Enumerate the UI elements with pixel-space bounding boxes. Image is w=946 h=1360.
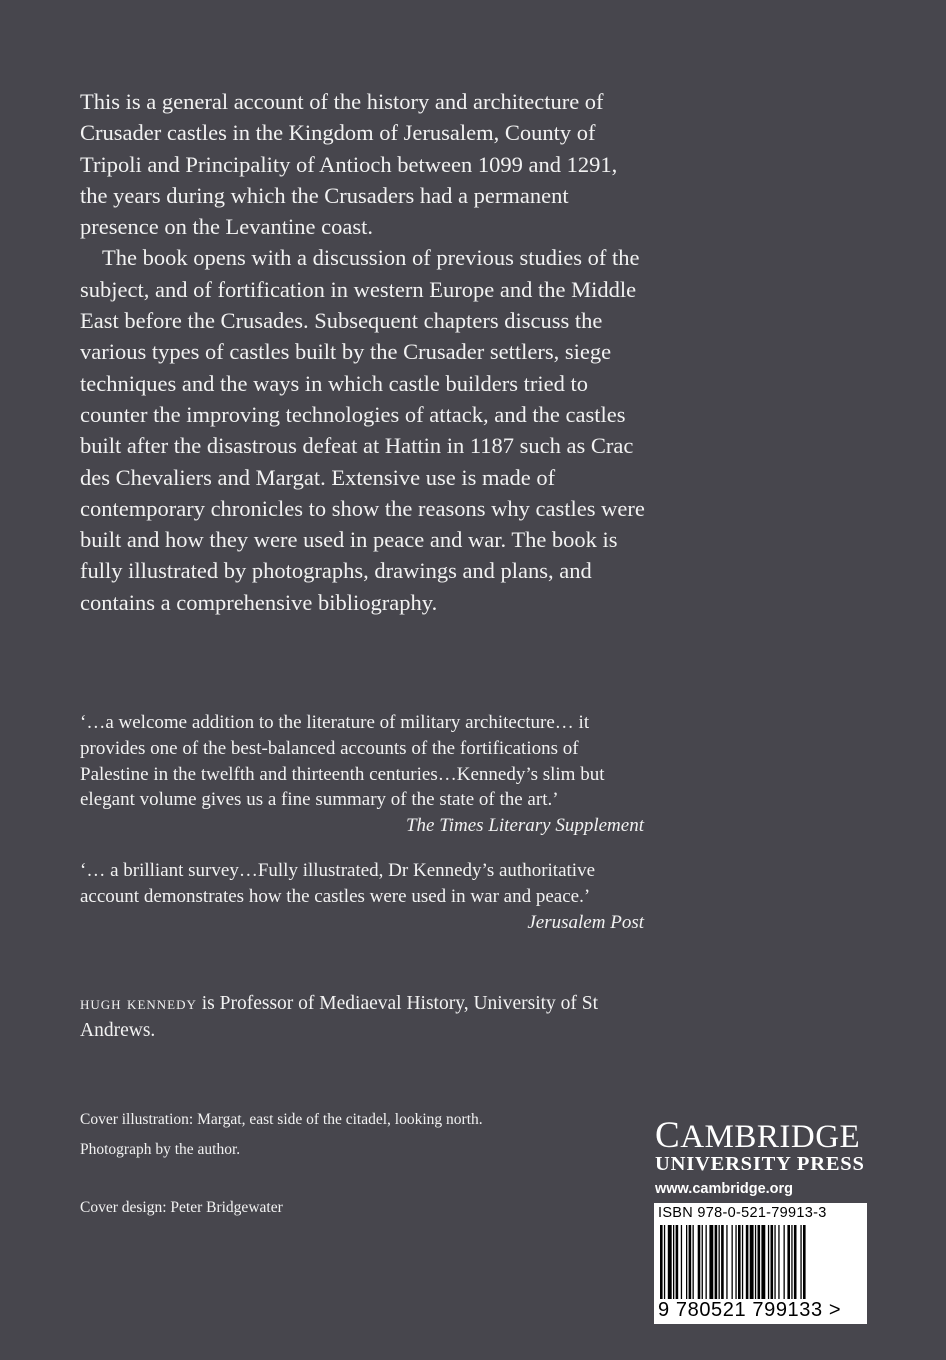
barcode-bar — [787, 1225, 790, 1299]
barcode-bar — [668, 1225, 672, 1299]
publisher-logo — [655, 1115, 870, 1199]
barcode-bar — [693, 1225, 694, 1299]
review-quote — [80, 710, 644, 839]
barcode-bar — [686, 1225, 687, 1299]
cover-design-credit: Cover design: Peter Bridgewater — [80, 1199, 283, 1216]
barcode-bar — [750, 1225, 754, 1299]
photograph-credit: Photograph by the author. — [80, 1141, 241, 1158]
barcode-bar — [784, 1225, 785, 1299]
barcode-bar — [791, 1225, 792, 1299]
barcode-bar — [778, 1225, 779, 1299]
barcode-bar — [738, 1225, 741, 1299]
barcode-bar — [800, 1225, 801, 1299]
review-quotes — [80, 710, 644, 954]
publisher-subtitle: UNIVERSITY PRESS — [655, 1153, 865, 1175]
barcode-bar — [702, 1225, 703, 1299]
barcode-bar — [698, 1225, 701, 1299]
barcode-bar — [715, 1225, 718, 1299]
description-paragraph-2: The book opens with a discussion of previous studies of the subject, and of fortification in western Europe and the Middle East before the Crusades. Subsequent chapters discuss the various types of castles built by the Crusader settlers, siege techniques and the ways in which castle builders tried to counter the improving technologies of attack, and the castles built after the disastrous defeat at Hattin in 1187 such as Crac des Chevaliers and Margat. Extensive use is made of contemporary chronicles to show the reasons why castles were built and how they were used in peace and war. The book is fully illustrated by photographs, drawings and plans, and contains a comprehensive bibliography. — [80, 245, 645, 615]
barcode-bar — [794, 1225, 797, 1299]
barcode-bar — [742, 1225, 743, 1299]
isbn-label: ISBN 978-0-521-79913-3 — [658, 1205, 827, 1221]
review-source: The Times Literary Supplement — [405, 815, 644, 837]
barcode-bar — [732, 1225, 733, 1299]
barcode-bar — [761, 1225, 765, 1299]
publisher-url: www.cambridge.org — [655, 1181, 794, 1197]
book-description — [80, 86, 650, 618]
description-paragraph-1: This is a general account of the history and architecture of Crusader castles in the Kingdom of Jerusalem, County of Tripoli and Principality of Antioch between 1099 and 1291, the years during which the Crusaders had a permanent presence on the Levantine coast. — [80, 89, 618, 240]
barcode-bar — [719, 1225, 720, 1299]
barcode-bar — [768, 1225, 769, 1299]
publisher-name: CAMBRIDGE — [655, 1115, 861, 1156]
barcode-bar — [774, 1225, 775, 1299]
barcode-bar — [706, 1225, 707, 1299]
barcode-bar — [681, 1225, 682, 1299]
author-name: hugh kennedy — [80, 993, 197, 1013]
review-text: ‘…a welcome addition to the literature of military architecture… it provides one of the best-balanced accounts of the fortifications of Palestine in the twelfth and thirteenth centuries…Kennedy’s slim but elegant volume gives us a fine summary of the state of the art.’ — [80, 712, 605, 811]
barcode-bar — [726, 1225, 727, 1299]
barcode-bars — [658, 1225, 863, 1299]
cover-illustration-credit: Cover illustration: Margat, east side of the citadel, looking north. — [80, 1111, 483, 1128]
barcode-bar — [664, 1225, 665, 1299]
review-text: ‘… a brilliant survey…Fully illustrated, Dr Kennedy’s authoritative account demonstrates how the castles were used in war and peace.’ — [80, 859, 596, 907]
barcode-bar — [803, 1225, 806, 1299]
barcode-bar — [709, 1225, 713, 1299]
barcode-bar — [755, 1225, 756, 1299]
barcode-digits: 9 780521 799133 > — [658, 1299, 842, 1321]
barcode-bar — [689, 1225, 692, 1299]
barcode-bar — [771, 1225, 774, 1299]
barcode-bar — [676, 1225, 679, 1299]
review-source: Jerusalem Post — [527, 911, 644, 933]
author-bio — [80, 990, 650, 1044]
review-quote — [80, 858, 644, 935]
barcode-bar — [660, 1225, 663, 1299]
isbn-barcode — [654, 1203, 867, 1324]
barcode-bar — [673, 1225, 674, 1299]
barcode-bar — [758, 1225, 761, 1299]
author-description: is Professor of Mediaeval History, University of St Andrews. — [80, 993, 599, 1041]
barcode-bar — [721, 1225, 724, 1299]
barcode-bar — [735, 1225, 736, 1299]
barcode-bar — [746, 1225, 749, 1299]
